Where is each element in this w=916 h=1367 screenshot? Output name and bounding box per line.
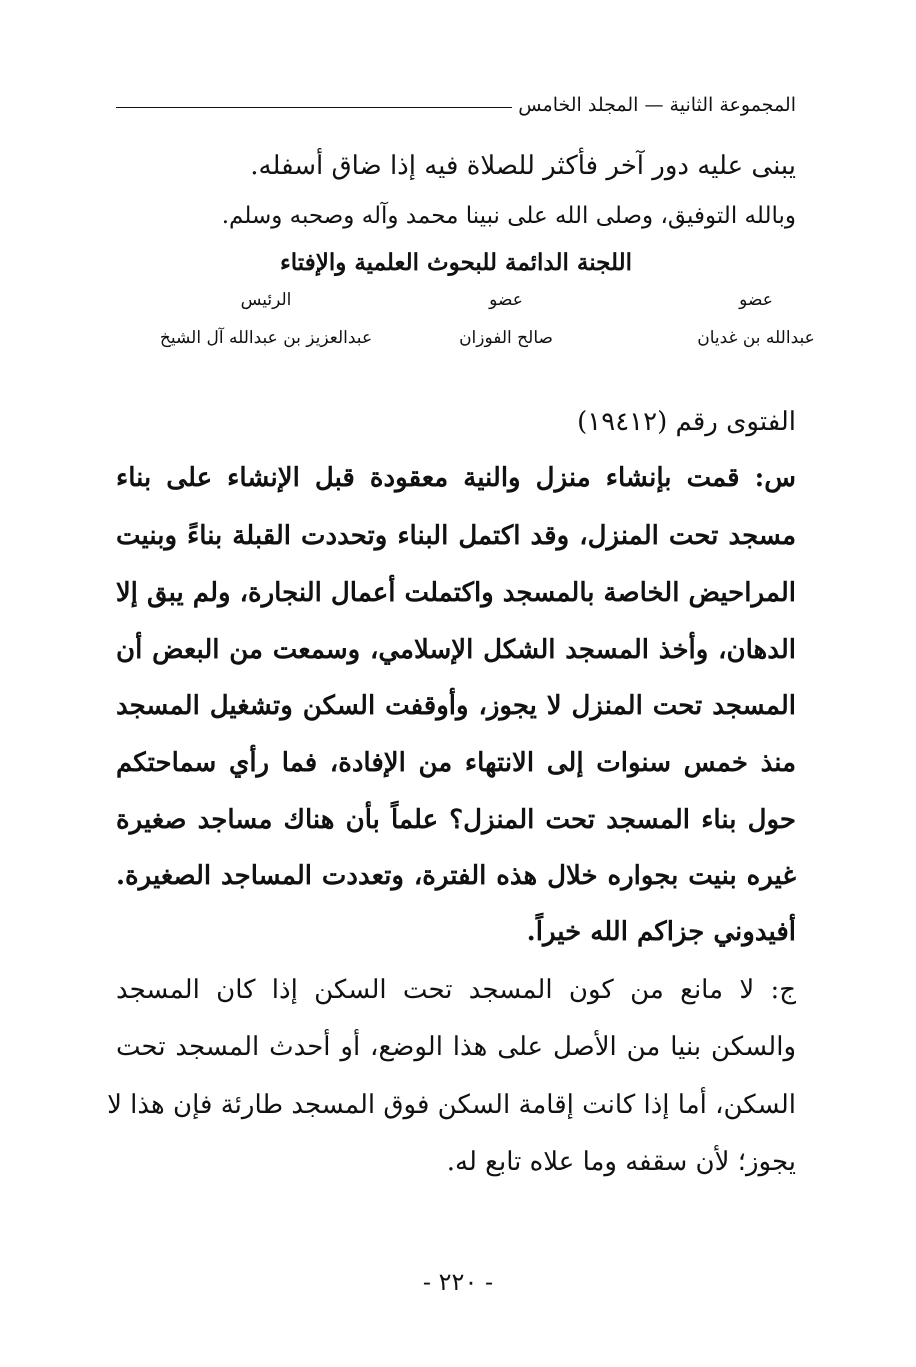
signature-roles bbox=[116, 290, 796, 320]
question-line: منذ خمس سنوات إلى الانتهاء من الإفادة، فما رأي سماحتكم bbox=[116, 748, 796, 778]
header-rule bbox=[116, 107, 512, 108]
intro-line-1: يبنى عليه دور آخر فأكثر للصلاة فيه إذا ضاق أسفله. bbox=[250, 151, 796, 181]
question-line: المسجد تحت المنزل لا يجوز، وأوقفت السكن وتشغيل المسجد bbox=[116, 691, 796, 721]
member-2-role: عضو bbox=[489, 290, 523, 310]
question-line: المراحيض الخاصة بالمسجد واكتملت أعمال النجارة، ولم يبق إلا bbox=[115, 578, 796, 608]
fatwa-number: الفتوى رقم (١٩٤١٢) bbox=[577, 407, 796, 437]
member-2-name: صالح الفوزان bbox=[459, 328, 553, 348]
question-line: حول بناء المسجد تحت المنزل؟ علماً بأن هناك مساجد صغيرة bbox=[116, 805, 796, 835]
answer-line: والسكن بنيا من الأصل على هذا الوضع، أو أحدث المسجد تحت bbox=[116, 1032, 796, 1062]
question-line: الدهان، وأخذ المسجد الشكل الإسلامي، وسمعت من البعض أن bbox=[116, 635, 796, 665]
question-line: مسجد تحت المنزل، وقد اكتمل البناء وتحددت القبلة بناءً وبنيت bbox=[116, 521, 796, 551]
running-header bbox=[116, 94, 796, 116]
question-line: غيره بنيت بجواره خلال هذه الفترة، وتعددت المساجد الصغيرة. bbox=[116, 861, 796, 891]
intro-line-2: وبالله التوفيق، وصلى الله على نبينا محمد وآله وصحبه وسلم. bbox=[221, 203, 796, 229]
member-3-name: عبدالعزيز بن عبدالله آل الشيخ bbox=[159, 328, 373, 348]
question-line: س: قمت بإنشاء منزل والنية معقودة قبل الإنشاء على بناء bbox=[116, 463, 796, 493]
member-3-role: الرئيس bbox=[240, 290, 292, 310]
answer-line: السكن، أما إذا كانت إقامة السكن فوق المسجد طارئة فإن هذا لا bbox=[107, 1090, 796, 1120]
header-title: المجموعة الثانية — المجلد الخامس bbox=[518, 94, 796, 116]
answer-line: يجوز؛ لأن سقفه وما علاه تابع له. bbox=[446, 1147, 796, 1177]
member-1-role: عضو bbox=[739, 290, 773, 310]
question-line: أفيدوني جزاكم الله خيراً. bbox=[526, 917, 796, 947]
committee-name: اللجنة الدائمة للبحوث العلمية والإفتاء bbox=[279, 249, 633, 276]
answer-line: ج: لا مانع من كون المسجد تحت السكن إذا كان المسجد bbox=[116, 975, 796, 1005]
page-number: - ٢٢٠ - bbox=[422, 1268, 494, 1296]
member-1-name: عبدالله بن غديان bbox=[697, 328, 815, 348]
signature-names bbox=[116, 328, 815, 358]
